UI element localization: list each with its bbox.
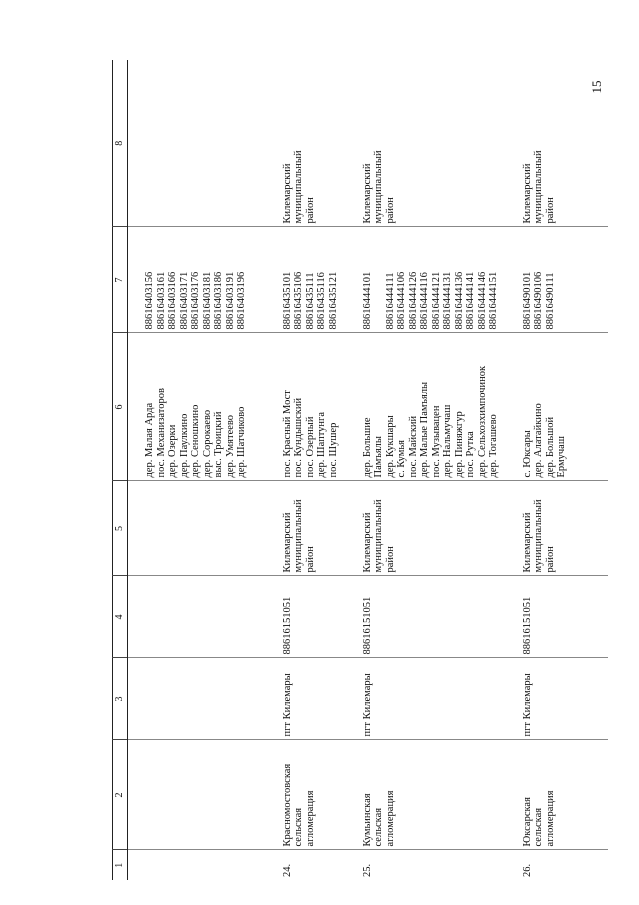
code-line: 88616435106 <box>293 271 304 330</box>
agglomeration-line: агломерация <box>304 790 316 847</box>
code-line: 88616403176 <box>190 271 201 330</box>
column-header-5: 5 <box>113 481 128 576</box>
municipality-name <box>353 481 513 576</box>
municipality-line: район <box>544 546 556 573</box>
settlement-line: с. Кумья <box>396 440 407 478</box>
settlements-list <box>128 333 273 481</box>
settlements-list <box>273 333 353 481</box>
agglomeration-line: Кумьинская <box>361 793 373 847</box>
district-name <box>128 60 273 227</box>
center-code <box>128 576 273 658</box>
settlement-line: дер. Сорокаево <box>201 409 213 478</box>
center-code: 88616151051 <box>513 576 608 658</box>
table-row <box>513 60 608 880</box>
district-name <box>353 60 513 227</box>
agglomeration-name <box>128 740 273 850</box>
code-line: 88616403181 <box>201 271 213 330</box>
code-line: 88616490101 <box>521 271 533 330</box>
municipality-line: Килемарский <box>361 512 373 573</box>
settlement-line: дер. Умятеево <box>224 414 236 478</box>
settlement-line: Памъялы <box>373 436 384 478</box>
district-line: Килемарский <box>361 163 373 224</box>
agglomeration-line: агломерация <box>384 790 396 847</box>
agglomeration-line: сельская <box>533 807 544 847</box>
settlement-line: дер. Большой <box>544 416 556 478</box>
column-header-4: 4 <box>113 576 128 658</box>
center-code: 88616151051 <box>353 576 513 658</box>
settlements-table <box>112 60 608 880</box>
district-name <box>513 60 608 227</box>
district-name <box>273 60 353 227</box>
code-line: 88616444151 <box>488 271 499 330</box>
column-header-7: 7 <box>113 227 128 333</box>
code-line: 88616403186 <box>213 271 224 330</box>
agglomeration-name <box>513 740 608 850</box>
municipality-line: муниципальный <box>533 499 544 573</box>
settlement-line: выс. Троицкий <box>213 411 224 478</box>
center-name: пгт Килемары <box>513 658 608 740</box>
settlement-line: дер. Паулкино <box>178 413 190 478</box>
oktmo-codes-list <box>273 227 353 333</box>
district-line: муниципальный <box>293 150 304 224</box>
settlement-line: дер. Пиняжгур <box>453 411 465 478</box>
district-line: Килемарский <box>521 163 533 224</box>
municipality-line: район <box>384 546 396 573</box>
code-line: 88616435121 <box>327 271 339 330</box>
district-line: район <box>304 197 316 224</box>
settlement-line: дер. Малая Арда <box>144 402 155 478</box>
municipality-line: район <box>304 546 316 573</box>
settlement-line: дер. Шатчиково <box>236 406 247 478</box>
settlement-line: пос. Красный Мост <box>281 390 293 478</box>
column-header-1: 1 <box>113 850 128 880</box>
municipality-line: Килемарский <box>281 512 293 573</box>
code-line: 88616444141 <box>465 271 476 330</box>
column-number-row <box>113 60 128 880</box>
code-line: 88616444131 <box>442 271 453 330</box>
code-line: 88616444121 <box>430 271 442 330</box>
settlement-line: пос. Рутка <box>465 431 476 478</box>
row-number: 25. <box>353 850 513 880</box>
code-line: 88616444101 <box>361 271 373 330</box>
settlement-line: дер. Малые Памъялы <box>419 381 430 478</box>
code-line: 88616435111 <box>304 272 316 330</box>
settlement-line: дер. Большие <box>361 417 373 478</box>
agglomeration-line: Красномостовская <box>281 763 293 847</box>
column-header-3: 3 <box>113 658 128 740</box>
agglomeration-name <box>353 740 513 850</box>
rotated-table-container <box>112 60 592 880</box>
code-line: 88616403166 <box>167 271 178 330</box>
municipality-name <box>513 481 608 576</box>
municipality-name <box>128 481 273 576</box>
code-line: 88616403191 <box>224 271 236 330</box>
settlement-line: дер. Сельхозхимпочинок <box>476 365 488 478</box>
district-line: район <box>544 197 556 224</box>
settlement-line: пос. Кундышский <box>293 397 304 478</box>
settlement-line: дер. Тогашево <box>488 414 499 478</box>
code-line: 88616490111 <box>544 272 556 330</box>
agglomeration-line: сельская <box>373 807 384 847</box>
settlements-list <box>353 333 513 481</box>
table-row <box>273 60 353 880</box>
agglomeration-line: Юксарская <box>521 797 533 847</box>
settlement-line: пос. Майский <box>407 415 419 478</box>
column-header-2: 2 <box>113 740 128 850</box>
settlement-line: дер. Шаптунга <box>316 411 327 478</box>
settlement-line: пос. Музывацен <box>430 405 442 478</box>
district-line: Килемарский <box>281 163 293 224</box>
table-row <box>353 60 513 880</box>
settlements-list <box>513 333 608 481</box>
center-name <box>128 658 273 740</box>
column-header-6: 6 <box>113 333 128 481</box>
settlement-line: пос. Озерный <box>304 416 316 478</box>
column-header-8: 8 <box>113 60 128 227</box>
code-line: 88616403161 <box>155 271 167 330</box>
code-line: 88616444106 <box>396 271 407 330</box>
settlement-line: пос. Механизаторов <box>155 388 167 478</box>
municipality-line: муниципальный <box>293 499 304 573</box>
agglomeration-line: сельская <box>293 807 304 847</box>
code-line: 88616435116 <box>316 272 327 330</box>
settlement-line: дер. Кукшары <box>384 415 396 478</box>
code-line: 88616490106 <box>533 271 544 330</box>
table-row <box>128 60 273 880</box>
code-line: 88616444146 <box>476 271 488 330</box>
oktmo-codes-list <box>353 227 513 333</box>
district-line: район <box>384 197 396 224</box>
code-line <box>373 231 385 330</box>
settlement-line: дер. Сеношкино <box>190 404 201 478</box>
settlement-line: Ермучаш <box>556 436 567 478</box>
page-number: 15 <box>589 80 604 94</box>
code-line: 88616403156 <box>144 271 155 330</box>
code-line: 88616444116 <box>419 272 430 330</box>
agglomeration-name <box>273 740 353 850</box>
center-name: пгт Килемары <box>273 658 353 740</box>
settlement-line: с. Юксары <box>521 430 533 478</box>
settlement-line: дер. Алатайкино <box>533 403 544 478</box>
municipality-line: муниципальный <box>373 499 384 573</box>
center-name: пгт Килемары <box>353 658 513 740</box>
oktmo-codes-list <box>513 227 608 333</box>
code-line: 88616403171 <box>178 271 190 330</box>
district-line: муниципальный <box>373 150 384 224</box>
code-line: 88616444111 <box>384 272 396 330</box>
municipality-line: Килемарский <box>521 512 533 573</box>
settlement-line: дер. Нальмучаш <box>442 404 453 478</box>
agglomeration-line: агломерация <box>544 790 556 847</box>
settlement-line: пос. Шушер <box>327 422 339 478</box>
center-code: 88616151051 <box>273 576 353 658</box>
settlement-line: дер. Озерки <box>167 424 178 478</box>
code-line: 88616435101 <box>281 271 293 330</box>
code-line: 88616444126 <box>407 271 419 330</box>
code-line: 88616444136 <box>453 271 465 330</box>
row-number: 24. <box>273 850 353 880</box>
row-number: 26. <box>513 850 608 880</box>
municipality-name <box>273 481 353 576</box>
oktmo-codes-list <box>128 227 273 333</box>
district-line: муниципальный <box>533 150 544 224</box>
code-line: 88616403196 <box>236 271 247 330</box>
row-number <box>128 850 273 880</box>
